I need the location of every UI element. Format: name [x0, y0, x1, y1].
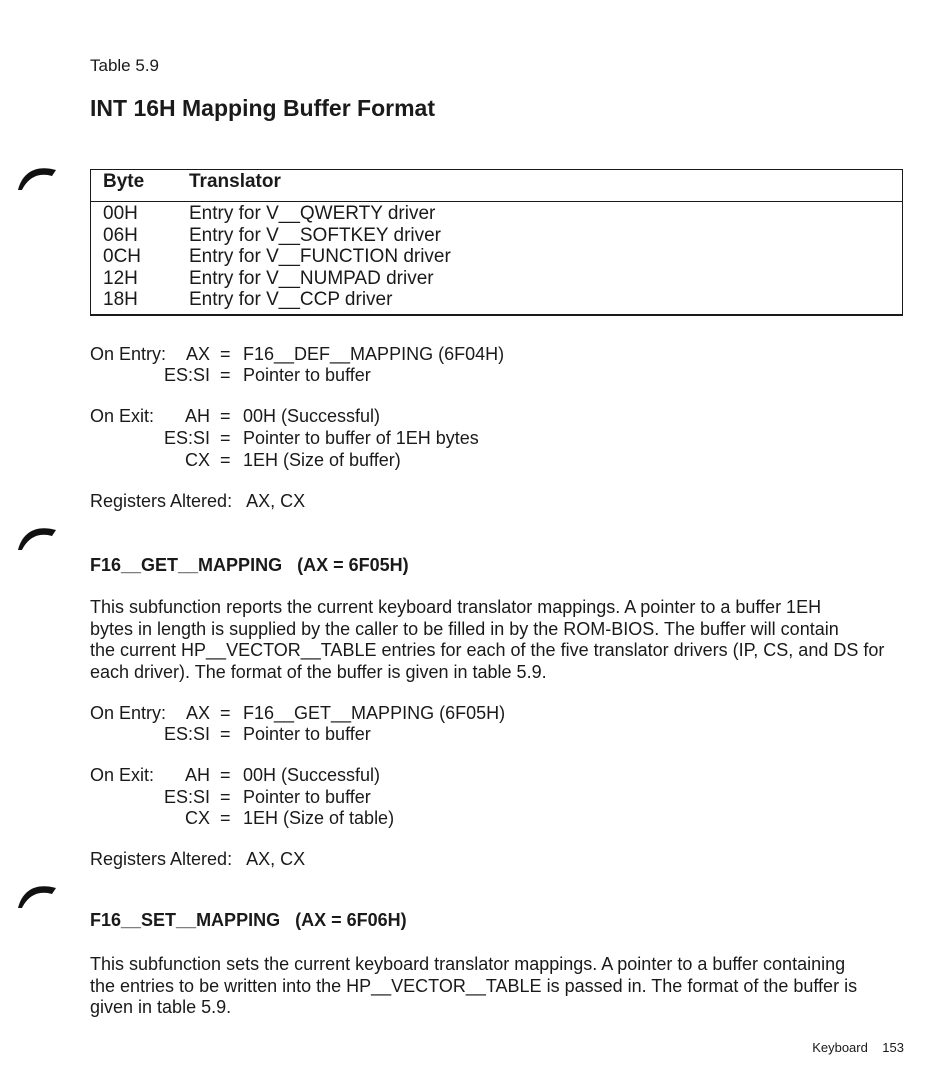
registers-altered: Registers Altered: AX, CX — [90, 849, 306, 869]
block1-entry-line-2 — [90, 365, 590, 387]
register: ES:SI — [163, 724, 210, 744]
block1-exit-line-2 — [90, 428, 590, 450]
cell-byte: 0CH — [103, 246, 142, 267]
equals: = — [220, 808, 231, 828]
register: CX — [184, 808, 210, 828]
cell-byte: 12H — [103, 268, 138, 289]
table-row — [91, 203, 902, 225]
paragraph-line: This subfunction sets the current keyboard translator mappings. A pointer to a buffer containing — [90, 954, 846, 974]
equals: = — [220, 428, 231, 448]
cell-translator: Entry for V__QWERTY driver — [189, 203, 436, 224]
block1-exit-line-3 — [90, 450, 590, 472]
register-value: Pointer to buffer — [243, 365, 371, 385]
paragraph-line: each driver). The format of the buffer is given in table 5.9. — [90, 661, 547, 682]
section-heading-get-mapping: F16__GET__MAPPING (AX = 6F05H) — [90, 555, 409, 575]
equals: = — [220, 450, 231, 470]
mapping-table — [90, 169, 903, 316]
header-translator: Translator — [189, 171, 281, 192]
table-row — [91, 268, 902, 290]
register-value: 00H (Successful) — [243, 765, 381, 785]
set-mapping-description — [90, 954, 890, 1019]
register: ES:SI — [163, 365, 210, 385]
equals: = — [220, 406, 231, 426]
on-entry-label: On Entry: — [90, 344, 167, 364]
section2-exit-line-2 — [90, 787, 590, 809]
register: ES:SI — [163, 428, 210, 448]
section2-exit-line-1 — [90, 765, 590, 787]
on-exit-label: On Exit: — [90, 765, 155, 785]
section2-entry-line-2 — [90, 724, 590, 746]
register: ES:SI — [163, 787, 210, 807]
register: AX — [185, 703, 210, 723]
register-value: 1EH (Size of buffer) — [243, 450, 401, 470]
table-header — [91, 170, 902, 202]
register-value: 00H (Successful) — [243, 406, 381, 426]
block1-exit-line-1 — [90, 406, 590, 428]
margin-mark-2 — [16, 520, 60, 552]
margin-mark-1 — [16, 160, 60, 192]
paragraph-line: bytes in length is supplied by the caller to be filled in by the ROM-BIOS. The buffer will contain — [90, 618, 839, 639]
on-entry-label: On Entry: — [90, 703, 167, 723]
paragraph-line: the current HP__VECTOR__TABLE entries for each of the five translator drivers (IP, CS, and DS for — [90, 640, 885, 660]
equals: = — [220, 724, 231, 744]
registers-altered: Registers Altered: AX, CX — [90, 491, 306, 511]
cell-translator: Entry for V__SOFTKEY driver — [189, 225, 442, 246]
register: CX — [184, 450, 210, 470]
register: AX — [185, 344, 210, 364]
cell-byte: 06H — [103, 225, 138, 246]
cell-translator: Entry for V__FUNCTION driver — [189, 246, 451, 267]
get-mapping-description — [90, 597, 890, 683]
paragraph-line: given in table 5.9. — [90, 997, 232, 1017]
header-byte: Byte — [103, 171, 145, 192]
footer-section: Keyboard — [812, 1040, 868, 1055]
cell-translator: Entry for V__CCP driver — [189, 289, 393, 310]
register-value: F16__GET__MAPPING (6F05H) — [243, 703, 506, 723]
table-row — [91, 246, 902, 268]
table-caption: Table 5.9 — [90, 56, 159, 75]
cell-byte: 18H — [103, 289, 138, 310]
cell-translator: Entry for V__NUMPAD driver — [189, 268, 434, 289]
equals: = — [220, 787, 231, 807]
register: AH — [184, 765, 210, 785]
register: AH — [184, 406, 210, 426]
register-value: Pointer to buffer — [243, 787, 371, 807]
equals: = — [220, 344, 231, 364]
on-exit-label: On Exit: — [90, 406, 155, 426]
section-heading-set-mapping: F16__SET__MAPPING (AX = 6F06H) — [90, 910, 407, 930]
register-value: Pointer to buffer of 1EH bytes — [243, 428, 479, 448]
paragraph-line: the entries to be written into the HP__VECTOR__TABLE is passed in. The format of the buffer is — [90, 975, 858, 996]
page-number: 153 — [882, 1040, 904, 1055]
margin-mark-3 — [16, 878, 60, 910]
paragraph-line: This subfunction reports the current keyboard translator mappings. A pointer to a buffer 1EH — [90, 597, 822, 617]
cell-byte: 00H — [103, 203, 138, 224]
table-title: INT 16H Mapping Buffer Format — [90, 95, 436, 121]
equals: = — [220, 765, 231, 785]
table-row — [91, 225, 902, 247]
page-footer — [812, 1040, 904, 1055]
table-row — [91, 289, 902, 311]
register-value: Pointer to buffer — [243, 724, 371, 744]
block1-entry-line-1 — [90, 344, 590, 366]
equals: = — [220, 703, 231, 723]
section2-entry-line-1 — [90, 703, 590, 725]
section2-exit-line-3 — [90, 808, 590, 830]
equals: = — [220, 365, 231, 385]
register-value: 1EH (Size of table) — [243, 808, 395, 828]
register-value: F16__DEF__MAPPING (6F04H) — [243, 344, 505, 364]
